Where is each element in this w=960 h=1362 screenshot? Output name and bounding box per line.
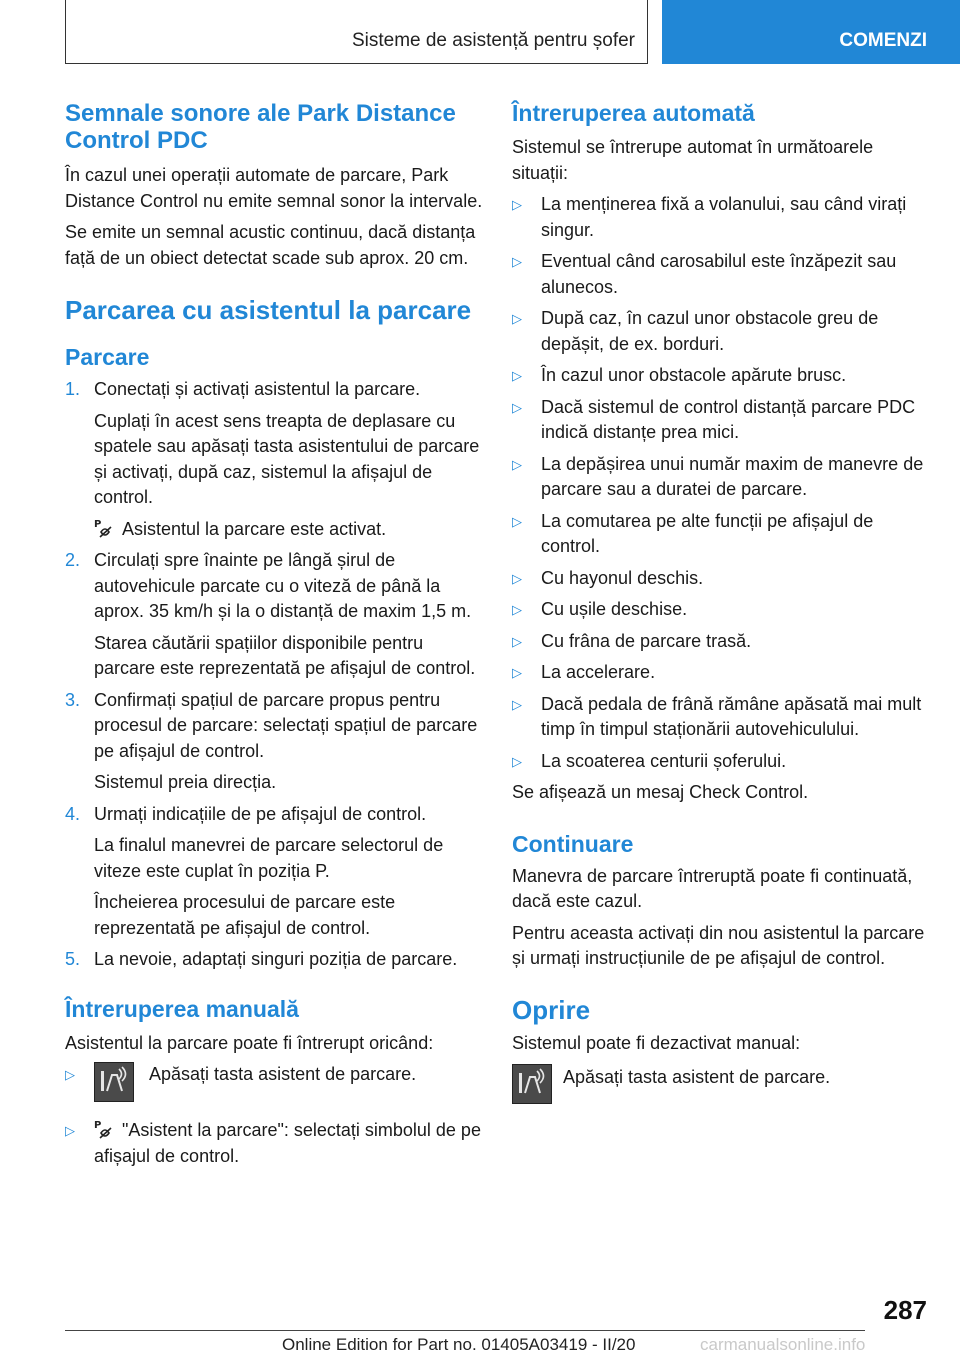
section-tab[interactable]: [662, 0, 960, 64]
triangle-right-icon: ▷: [512, 456, 522, 472]
step-number: 3.: [65, 689, 81, 710]
parking-assistant-icon: [94, 1119, 116, 1139]
page-number: 287: [883, 1295, 927, 1325]
step-sub-text: Cuplați în acest sens treapta de deplasare cu spatele sau apăsați tasta asistentului de parcare și activați, după caz, sistemul la afișajul de control.: [94, 410, 480, 507]
step-sub-text: Sistemul preia direcția.: [94, 772, 277, 792]
step-item: [65, 377, 483, 542]
step-sub-text: Starea căutării spațiilor disponibile pentru parcare este reprezentată pe afișajul de control.: [94, 632, 476, 678]
pdc-sounds-heading: Semnale sonore ale Park Distance Control PDC: [65, 100, 456, 154]
list-item-text: Eventual când carosabilul este înzăpezit sau alunecos.: [541, 251, 897, 297]
main-heading: Parcarea cu asistentul la parcare: [65, 295, 472, 325]
list-item-text: La scoaterea centurii șoferului.: [541, 750, 787, 771]
list-item: [512, 629, 932, 655]
triangle-right-icon: ▷: [512, 513, 522, 529]
list-item-text: "Asistent la parcare": selectați simbolul de pe afișajul de control.: [94, 1120, 481, 1166]
pdc-paragraph-2: Se emite un semnal acustic continuu, dacă distanța față de un obiect detectat scade sub aprox. 20 cm.: [65, 222, 476, 268]
list-item: [65, 1118, 483, 1169]
step-text: Circulați spre înainte pe lângă șirul de autovehicule parcate cu o viteză de până la aprox. 35 km/h și la o distanță de maxim 1,5 m.: [94, 550, 472, 621]
triangle-right-icon: ▷: [512, 399, 522, 415]
parking-steps: [65, 377, 483, 973]
triangle-right-icon: ▷: [512, 254, 522, 269]
list-item: [512, 749, 932, 775]
park-assist-button-icon: [512, 1064, 552, 1104]
step-text: Conectați și activați asistentul la parcare.: [94, 379, 421, 399]
list-item-text: La comutarea pe alte funcții pe afișajul de control.: [541, 510, 874, 556]
list-item: [512, 660, 932, 686]
step-item: [65, 802, 483, 942]
manual-list: [65, 1062, 483, 1169]
edition-text: Online Edition for Part no. 01405A03419 - II/20: [282, 1335, 636, 1354]
triangle-right-icon: ▷: [65, 1123, 75, 1138]
auto-list: [512, 192, 932, 774]
triangle-right-icon: ▷: [65, 1067, 75, 1082]
step-sub-text: La finalul manevrei de parcare selectorul de viteze este cuplat în poziția P.: [94, 835, 444, 881]
triangle-right-icon: ▷: [512, 602, 522, 617]
step-status-text: Asistentul la parcare este activat.: [122, 518, 387, 539]
list-item: [512, 566, 932, 592]
list-item: [512, 597, 932, 623]
step-text: La nevoie, adaptați singuri poziția de parcare.: [94, 949, 458, 969]
triangle-right-icon: ▷: [512, 368, 522, 383]
svg-text:P: P: [94, 1120, 102, 1131]
manual-intro: Asistentul la parcare poate fi întrerupt oricând:: [65, 1032, 434, 1053]
triangle-right-icon: ▷: [512, 311, 522, 326]
list-item: [512, 509, 932, 560]
watermark: carmanualsonline.info: [700, 1335, 866, 1354]
list-item: [512, 452, 932, 503]
continue-paragraph-2: Pentru aceasta activați din nou asistentul la parcare și urmați instrucțiunile de pe afișajul de control.: [512, 922, 925, 968]
step-number: 2.: [65, 550, 81, 570]
park-assist-button-icon: [94, 1062, 134, 1102]
section-tab-label: COMENZI: [839, 30, 927, 51]
manual-interrupt-heading: Întreruperea manuală: [65, 995, 299, 1022]
list-item: [512, 306, 932, 357]
list-item-text: Cu ușile deschise.: [541, 599, 688, 619]
list-item-text: Cu hayonul deschis.: [541, 567, 704, 588]
parking-assistant-icon: [94, 518, 116, 538]
step-item: [65, 548, 483, 682]
parcare-heading: Parcare: [65, 344, 150, 370]
list-item-text: Dacă sistemul de control distanță parcare PDC indică distanțe prea mici.: [541, 396, 916, 442]
list-item-text: În cazul unor obstacole apărute brusc.: [541, 365, 847, 385]
list-item-text: La accelerare.: [541, 662, 656, 682]
list-item: [65, 1062, 483, 1108]
list-item: [512, 192, 932, 243]
triangle-right-icon: ▷: [512, 665, 522, 680]
triangle-right-icon: ▷: [512, 633, 522, 649]
footer-divider: [65, 1330, 865, 1331]
stop-instruction-text: Apăsați tasta asistent de parcare.: [563, 1067, 831, 1087]
left-column: [65, 100, 483, 1169]
stop-instruction: [512, 1064, 932, 1104]
stop-heading: Oprire: [512, 994, 591, 1025]
step-sub-text: Încheierea procesului de parcare este reprezentată pe afișajul de control.: [94, 892, 396, 938]
list-item: [512, 363, 932, 389]
list-item-text: La depășirea unui număr maxim de manevre de parcare sau a duratei de parcare.: [541, 453, 924, 499]
list-item-text: La menținerea fixă a volanului, sau când virați singur.: [541, 194, 907, 240]
step-number: 4.: [65, 803, 81, 824]
step-item: [65, 947, 483, 973]
list-item-text: Dacă pedala de frână rămâne apăsată mai mult timp în timpul staționării autovehiculului.: [541, 693, 922, 739]
auto-outro: Se afișează un mesaj Check Control.: [512, 782, 809, 802]
continue-paragraph-1: Manevra de parcare întreruptă poate fi continuată, dacă este cazul.: [512, 865, 913, 911]
list-item: [512, 249, 932, 300]
list-item: [512, 395, 932, 446]
pdc-paragraph-1: În cazul unei operații automate de parcare, Park Distance Control nu emite semnal sonor la intervale.: [65, 165, 483, 211]
list-item-text: După caz, în cazul unor obstacole greu de depășit, de ex. borduri.: [541, 308, 879, 354]
step-item: [65, 688, 483, 796]
list-item-text: Apăsați tasta asistent de parcare.: [149, 1064, 417, 1084]
step-text: Confirmați spațiul de parcare propus pentru procesul de parcare: selectați spațiul de parcare pe afișajul de control.: [94, 689, 478, 761]
auto-intro: Sistemul se întrerupe automat în următoarele situații:: [512, 137, 874, 183]
triangle-right-icon: ▷: [512, 753, 522, 769]
stop-paragraph: Sistemul poate fi dezactivat manual:: [512, 1032, 801, 1053]
step-sub-status: [94, 517, 483, 543]
right-column: [512, 100, 932, 1104]
svg-text:P: P: [94, 518, 102, 530]
triangle-right-icon: ▷: [512, 197, 522, 212]
list-item: [512, 692, 932, 743]
triangle-right-icon: ▷: [512, 570, 522, 586]
auto-interrupt-heading: Întreruperea automată: [512, 100, 755, 126]
step-number: 5.: [65, 949, 81, 969]
step-text: Urmați indicațiile de pe afișajul de control.: [94, 803, 427, 824]
header-title-box: [65, 0, 648, 64]
section-title: Sisteme de asistență pentru șofer: [351, 30, 635, 51]
continue-heading: Continuare: [512, 830, 634, 857]
list-item-text: Cu frâna de parcare trasă.: [541, 630, 752, 651]
step-number: 1.: [65, 379, 81, 399]
triangle-right-icon: ▷: [512, 696, 522, 712]
